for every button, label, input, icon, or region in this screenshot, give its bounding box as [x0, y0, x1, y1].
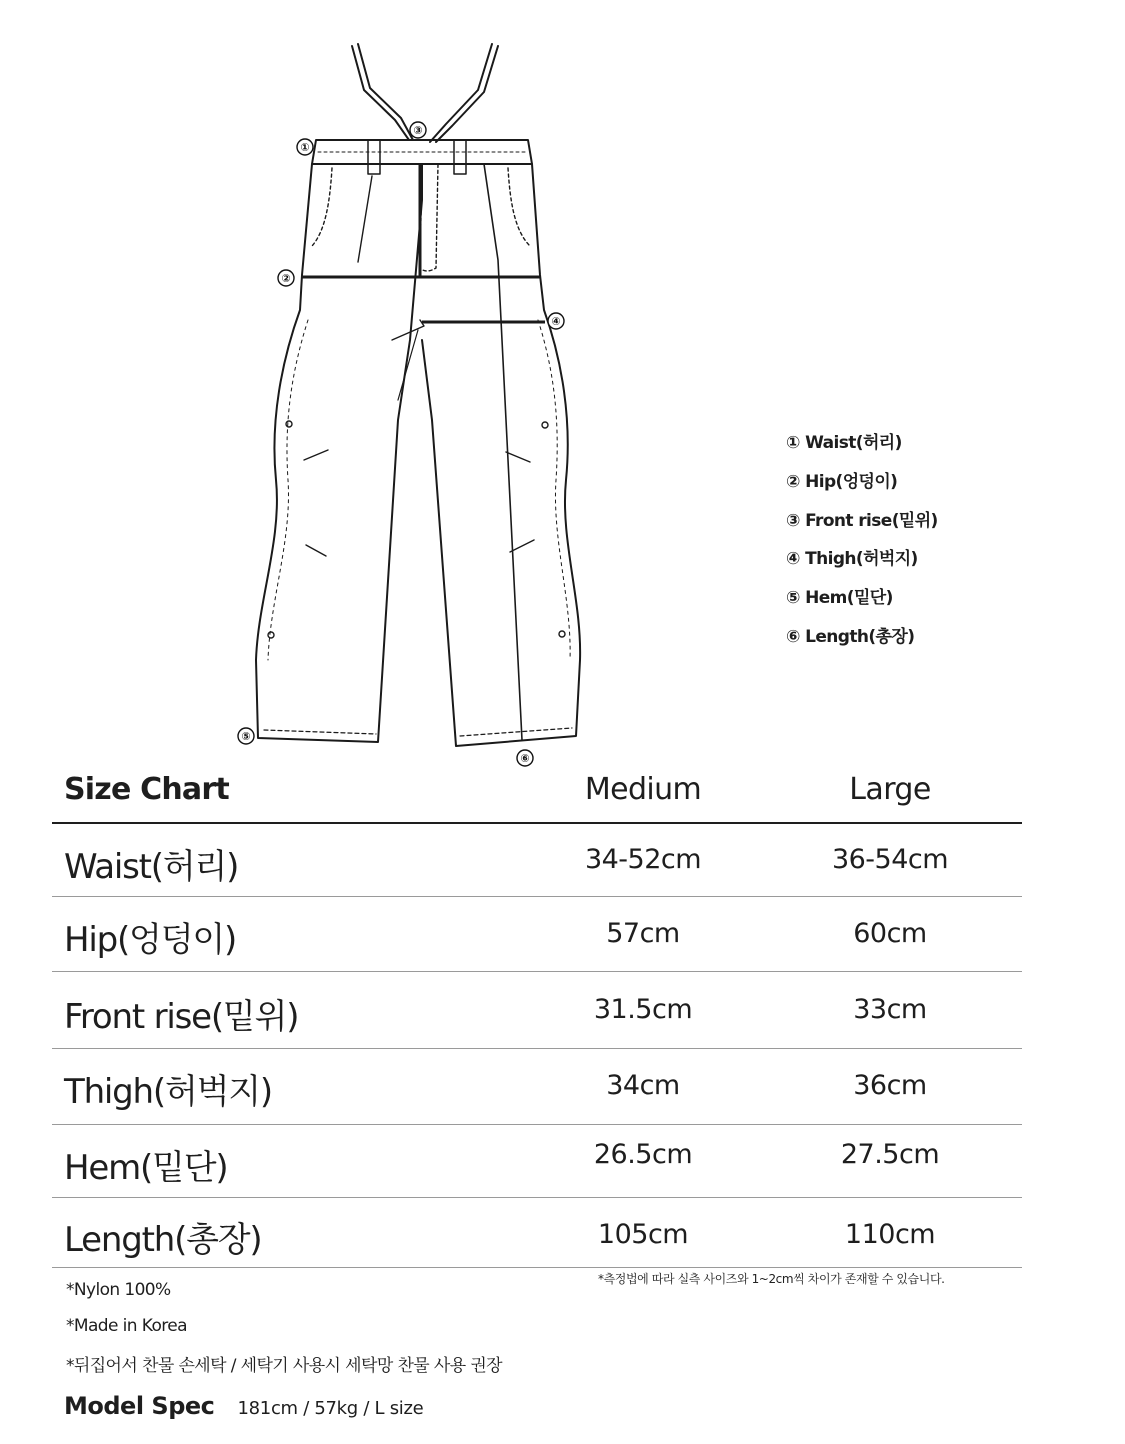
column-header-medium: Medium [584, 772, 702, 807]
legend-item-front-rise: ③ Front rise(밑위) [786, 510, 938, 531]
marker-4 [548, 313, 564, 329]
table-row [52, 1049, 1022, 1125]
legend-item-length: ⑥ Length(총장) [786, 626, 915, 647]
cell-medium: 31.5cm [593, 994, 693, 1025]
marker-2 [278, 270, 294, 286]
drawstring-left [352, 46, 409, 140]
svg-text:⑤: ⑤ [241, 730, 251, 743]
cell-large: 36cm [853, 1070, 927, 1101]
pants-outline-right [422, 164, 580, 746]
marker-1 [297, 139, 313, 155]
table-row [52, 1125, 1022, 1198]
row-label: Hip(엉덩이) [64, 920, 237, 960]
row-label: Thigh(허벅지) [64, 1072, 272, 1112]
svg-text:③: ③ [413, 124, 423, 137]
model-spec-title: Model Spec [64, 1392, 215, 1420]
model-spec [64, 1392, 423, 1420]
measurement-legend [786, 428, 938, 661]
marker-5 [238, 728, 254, 744]
cell-medium: 34cm [606, 1070, 680, 1101]
note-origin: *Made in Korea [66, 1315, 187, 1336]
legend-item-hem: ⑤ Hem(밑단) [786, 588, 893, 609]
drawstring-right-inner [436, 46, 498, 142]
column-header-large: Large [849, 772, 931, 807]
size-chart-table [52, 760, 1022, 1268]
measurement-disclaimer: *측정법에 따라 실측 사이즈와 1~2cm씩 차이가 존재할 수 있습니다. [598, 1272, 945, 1286]
table-row [52, 972, 1022, 1049]
cell-large: 27.5cm [840, 1139, 940, 1170]
cell-large: 33cm [853, 994, 927, 1025]
row-label: Length(총장) [64, 1220, 262, 1260]
cell-large: 36-54cm [831, 844, 949, 875]
legend-item-thigh: ④ Thigh(허벅지) [786, 549, 918, 570]
size-chart-header [52, 760, 1022, 824]
cell-large: 60cm [853, 918, 927, 949]
svg-text:⑥: ⑥ [520, 752, 530, 765]
table-row [52, 1198, 1022, 1268]
model-spec-value: 181cm / 57kg / L size [237, 1398, 424, 1419]
row-label: Front rise(밑위) [64, 997, 299, 1037]
note-care: *뒤집어서 찬물 손세탁 / 세탁기 사용시 세탁망 찬물 사용 권장 [66, 1356, 502, 1376]
legend-item-waist: ① Waist(허리) [786, 433, 902, 453]
svg-text:②: ② [281, 272, 291, 285]
cell-medium: 57cm [606, 918, 680, 949]
size-chart-title: Size Chart [64, 772, 229, 807]
cell-medium: 26.5cm [593, 1139, 693, 1170]
table-row [52, 824, 1022, 897]
svg-text:①: ① [300, 141, 310, 154]
row-label: Waist(허리) [64, 847, 239, 887]
table-row [52, 897, 1022, 972]
product-notes [66, 1280, 502, 1387]
pants-outline-left [256, 164, 422, 742]
cell-medium: 105cm [597, 1219, 689, 1250]
legend-item-hip: ② Hip(엉덩이) [786, 471, 898, 492]
note-material: *Nylon 100% [66, 1280, 171, 1300]
row-label: Hem(밑단) [64, 1148, 228, 1188]
svg-text:④: ④ [551, 315, 561, 328]
marker-3 [410, 122, 426, 138]
cell-medium: 34-52cm [584, 844, 702, 875]
cell-large: 110cm [844, 1219, 936, 1250]
